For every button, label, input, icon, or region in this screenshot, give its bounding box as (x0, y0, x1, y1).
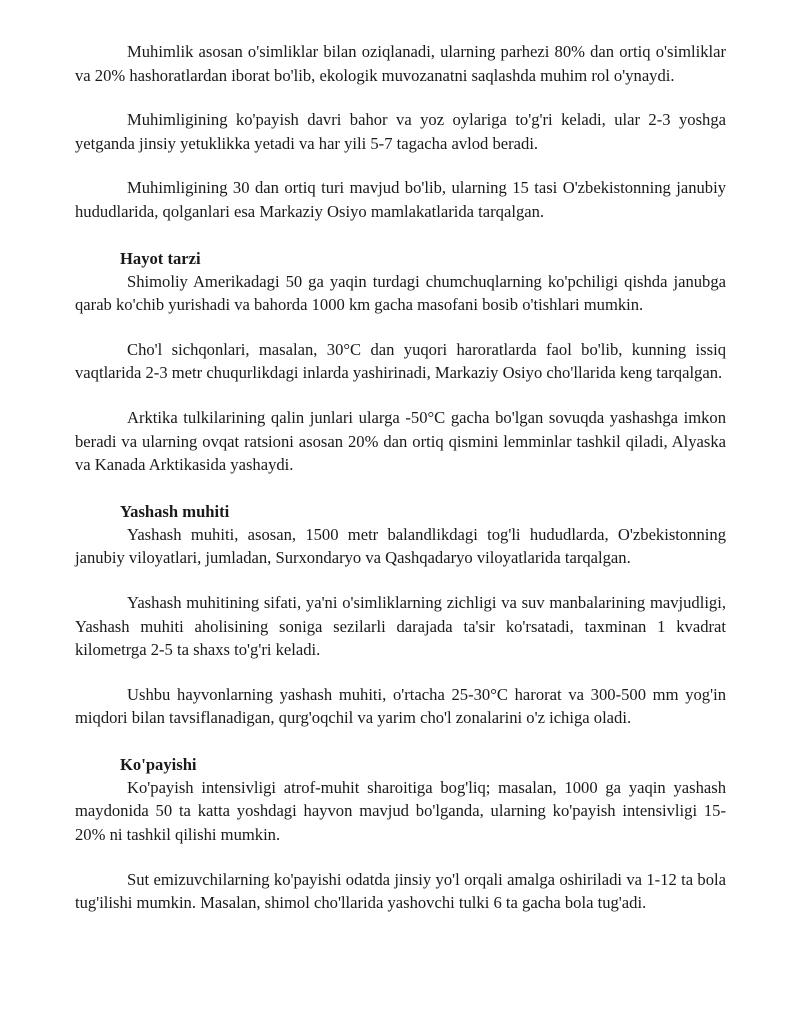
intro-paragraph-3: Muhimligining 30 dan ortiq turi mavjud bo'lib, ularning 15 tasi O'zbekistonning janubiy hududlarida, qolganlari esa Markaziy Osiyo mamlakatlarida tarqalgan. (75, 178, 726, 221)
section-kopayishi (75, 754, 726, 915)
document-page (75, 40, 726, 915)
section-paragraph: Yashash muhiti, asosan, 1500 metr balandlikdagi tog'li hududlarda, O'zbekistonning janubiy viloyatlari, jumladan, Surxondaryo va Qashqadaryo viloyatlarida tarqalgan. (75, 524, 726, 568)
intro-paragraph-1: Muhimlik asosan o'simliklar bilan oziqlanadi, ularning parhezi 80% dan ortiq o'simliklar va 20% hashoratlardan iborat bo'lib, ekologik muvozanatni saqlashda muhim rol o'ynaydi. (75, 42, 726, 85)
section-hayot-tarzi (75, 248, 726, 477)
section-yashash-muhiti (75, 501, 726, 730)
section-paragraph: Shimoliy Amerikadagi 50 ga yaqin turdagi chumchuqlarning ko'pchiligi qishda janubga qarab ko'chib yurishadi va bahorda 1000 km gacha masofani bosib o'tishlari mumkin. (75, 271, 726, 315)
section-heading: Hayot tarzi (120, 248, 201, 268)
section-paragraph: Sut emizuvchilarning ko'payishi odatda jinsiy yo'l orqali amalga oshiriladi va 1-12 ta bola tug'ilishi mumkin. Masalan, shimol cho'llarida yashovchi tulki 6 ta gacha bola tug'adi. (75, 869, 726, 913)
section-paragraph: Yashash muhitining sifati, ya'ni o'simliklarning zichligi va suv manbalarining mavjudligi, Yashash muhiti aholisining soniga sezilarli darajada ta'sir ko'rsatadi, taxminan 1 kvadrat kilometrga 2-5 ta shaxs to'g'ri keladi. (75, 592, 726, 660)
section-heading: Ko'payishi (120, 754, 197, 774)
section-heading: Yashash muhiti (120, 501, 230, 521)
section-paragraph: Cho'l sichqonlari, masalan, 30°C dan yuqori haroratlarda faol bo'lib, kunning issiq vaqtlarida 2-3 metr chuqurlikdagi inlarda yashirinadi, Markaziy Osiyo cho'llarida keng tarqalgan. (75, 339, 726, 383)
section-paragraph: Ko'payish intensivligi atrof-muhit sharoitiga bog'liq; masalan, 1000 ga yaqin yashash maydonida 50 ta katta yoshdagi hayvon mavjud bo'lganda, ularning ko'payish intensivligi 15-20% ni tashkil qilishi mumkin. (75, 777, 726, 845)
intro-paragraph-2: Muhimligining ko'payish davri bahor va yoz oylariga to'g'ri keladi, ular 2-3 yoshga yetganda jinsiy yetuklikka yetadi va har yili 5-7 tagacha avlod beradi. (75, 110, 726, 153)
section-paragraph: Arktika tulkilarining qalin junlari ularga -50°C gacha bo'lgan sovuqda yashashga imkon beradi va ularning ovqat ratsioni asosan 20% dan ortiq qismini lemminlar tashkil qiladi, Alyaska va Kanada Arktikasida yashaydi. (75, 407, 726, 475)
section-paragraph: Ushbu hayvonlarning yashash muhiti, o'rtacha 25-30°C harorat va 300-500 mm yog'in miqdori bilan tavsiflanadigan, qurg'oqchil va yarim cho'l zonalarini o'z ichiga oladi. (75, 684, 726, 728)
